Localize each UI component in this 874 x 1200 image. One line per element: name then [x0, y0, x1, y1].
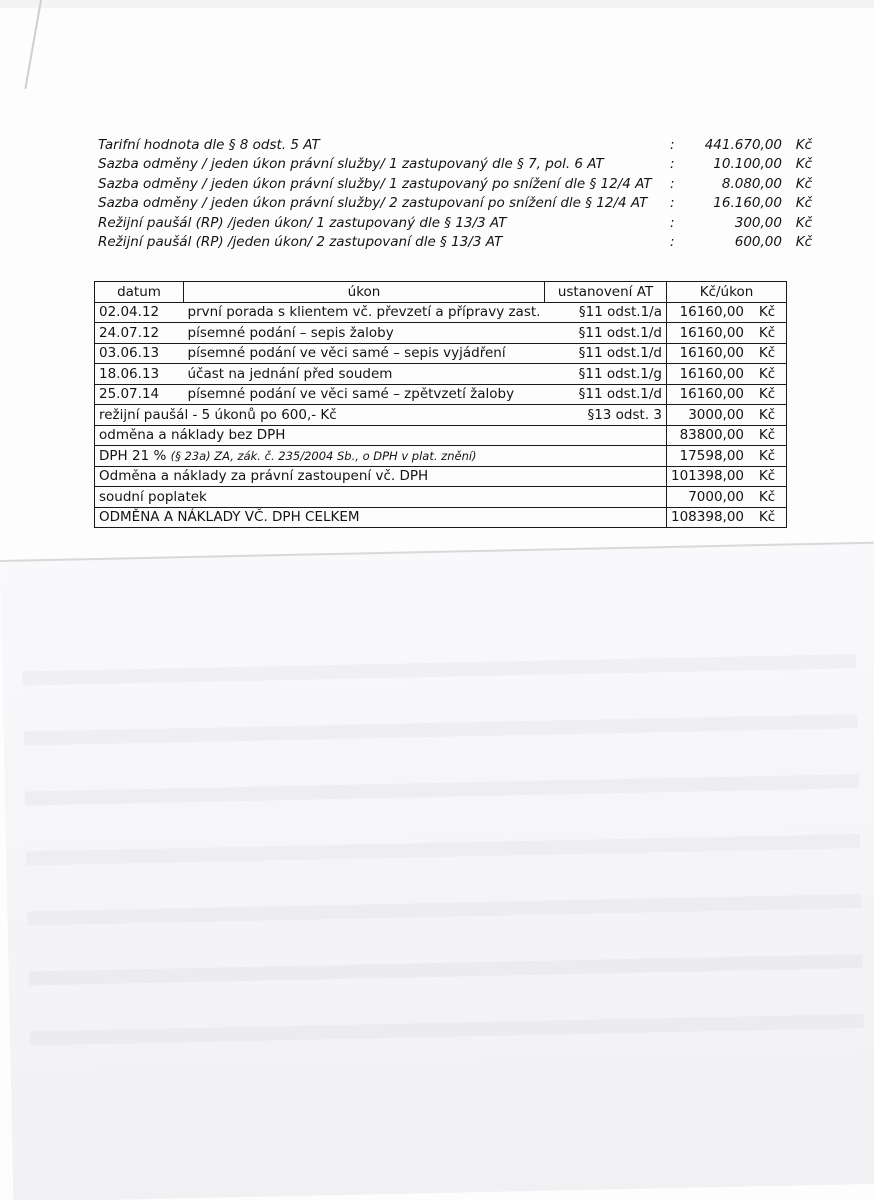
tariff-value: 300,00 [734, 214, 782, 231]
row-law: §11 odst.1/g [545, 364, 667, 385]
overhead-law: §13 odst. 3 [545, 405, 667, 426]
tariff-colon: : [670, 214, 675, 231]
row-currency: Kč [748, 384, 787, 405]
row-currency: Kč [748, 302, 787, 323]
ghost-row [25, 774, 859, 805]
table-row [95, 323, 787, 344]
tariff-unit: Kč [795, 234, 812, 251]
row-amount: 16160,00 [667, 323, 749, 344]
tariff-value: 16.160,00 [713, 195, 782, 212]
row-amount: 16160,00 [667, 343, 749, 364]
summary-label: Odměna a náklady za právní zastoupení vč. DPH [95, 466, 667, 487]
tariff-colon: : [670, 234, 675, 251]
tariff-unit: Kč [795, 195, 812, 212]
ghost-row [29, 954, 863, 985]
tariff-label: Sazba odměny / jeden úkon právní služby/ 1 zastupovaný dle § 7, pol. 6 AT [98, 156, 604, 173]
header-law: ustanovení AT [545, 282, 667, 303]
table-header-row [95, 282, 787, 303]
tariff-value: 8.080,00 [721, 175, 782, 192]
overhead-row [95, 405, 787, 426]
row-amount: 16160,00 [667, 364, 749, 385]
tariff-colon: : [670, 195, 675, 212]
summary-amount: 83800,00 [667, 425, 749, 446]
tariff-row [98, 135, 818, 155]
summary-label: soudní poplatek [95, 487, 667, 508]
summary-amount: 7000,00 [667, 487, 749, 508]
tariff-unit: Kč [795, 175, 812, 192]
row-act: písemné podání ve věci samé – zpětvzetí žaloby [184, 384, 545, 405]
overhead-amount: 3000,00 [667, 405, 749, 426]
row-amount: 16160,00 [667, 302, 749, 323]
overhead-label: režijní paušál - 5 úkonů po 600,- Kč [95, 405, 545, 426]
table-row [95, 364, 787, 385]
scan-top-edge [0, 0, 874, 8]
row-law: §11 odst.1/d [545, 384, 667, 405]
tariff-colon: : [670, 156, 675, 173]
row-date: 03.06.13 [95, 343, 184, 364]
tariff-value: 10.100,00 [713, 156, 782, 173]
table-row [95, 343, 787, 364]
row-act: písemné podání ve věci samé – sepis vyjádření [184, 343, 545, 364]
vat-label: DPH 21 % [99, 447, 167, 464]
row-currency: Kč [748, 364, 787, 385]
summary-row [95, 487, 787, 508]
summary-label: odměna a náklady bez DPH [95, 425, 667, 446]
row-amount: 16160,00 [667, 384, 749, 405]
header-date: datum [95, 282, 184, 303]
summary-currency: Kč [748, 466, 787, 487]
tariff-label: Sazba odměny / jeden úkon právní služby/ 2 zastupovaní po snížení dle § 12/4 AT [98, 195, 648, 212]
ghost-row [22, 654, 856, 685]
tariff-value: 600,00 [734, 234, 782, 251]
header-amount: Kč/úkon [667, 282, 787, 303]
summary-total-currency: Kč [748, 507, 787, 528]
row-date: 18.06.13 [95, 364, 184, 385]
tariff-colon: : [670, 175, 675, 192]
summary-amount: 17598,00 [667, 446, 749, 467]
row-act: první porada s klientem vč. převzetí a přípravy zast. [184, 302, 545, 323]
row-currency: Kč [748, 323, 787, 344]
tariff-row [98, 155, 818, 175]
tariff-label: Režijní paušál (RP) /jeden úkon/ 1 zastupovaný dle § 13/3 AT [98, 214, 507, 231]
fee-table [94, 281, 787, 528]
summary-total-row [95, 507, 787, 528]
tariff-unit: Kč [795, 214, 812, 231]
tariff-row [98, 213, 818, 233]
ghost-row [26, 834, 860, 865]
ghost-row [24, 714, 858, 745]
summary-label-vat [95, 446, 667, 467]
tariff-colon: : [670, 136, 675, 153]
row-date: 25.07.14 [95, 384, 184, 405]
row-law: §11 odst.1/d [545, 343, 667, 364]
table-row [95, 302, 787, 323]
row-act: účast na jednání před soudem [184, 364, 545, 385]
row-law: §11 odst.1/a [545, 302, 667, 323]
overhead-currency: Kč [748, 405, 787, 426]
row-currency: Kč [748, 343, 787, 364]
summary-row [95, 425, 787, 446]
tariff-label: Tarifní hodnota dle § 8 odst. 5 AT [98, 136, 320, 153]
header-act: úkon [184, 282, 545, 303]
tariff-row [98, 174, 818, 194]
vat-note: (§ 23a) ZA, zák. č. 235/2004 Sb., o DPH v plat. znění) [170, 448, 477, 463]
row-date: 02.04.12 [95, 302, 184, 323]
summary-amount: 101398,00 [667, 466, 749, 487]
show-through-page [0, 542, 874, 1200]
ghost-row [30, 1014, 864, 1045]
table-row [95, 384, 787, 405]
tariff-list [98, 135, 818, 252]
summary-row [95, 446, 787, 467]
tariff-row [98, 233, 818, 253]
tariff-unit: Kč [795, 156, 812, 173]
summary-total-amount: 108398,00 [667, 507, 749, 528]
tariff-label: Režijní paušál (RP) /jeden úkon/ 2 zastupovaní dle § 13/3 AT [98, 234, 503, 251]
scan-fold-line [24, 0, 42, 89]
ghost-row [27, 894, 861, 925]
tariff-label: Sazba odměny / jeden úkon právní služby/ 1 zastupovaný po snížení dle § 12/4 AT [98, 175, 652, 192]
summary-currency: Kč [748, 425, 787, 446]
tariff-row [98, 194, 818, 214]
summary-currency: Kč [748, 487, 787, 508]
summary-row [95, 466, 787, 487]
row-law: §11 odst.1/d [545, 323, 667, 344]
summary-currency: Kč [748, 446, 787, 467]
tariff-unit: Kč [795, 136, 812, 153]
summary-total-label: ODMĚNA A NÁKLADY VČ. DPH CELKEM [95, 507, 667, 528]
tariff-value: 441.670,00 [704, 136, 782, 153]
row-date: 24.07.12 [95, 323, 184, 344]
row-act: písemné podání – sepis žaloby [184, 323, 545, 344]
